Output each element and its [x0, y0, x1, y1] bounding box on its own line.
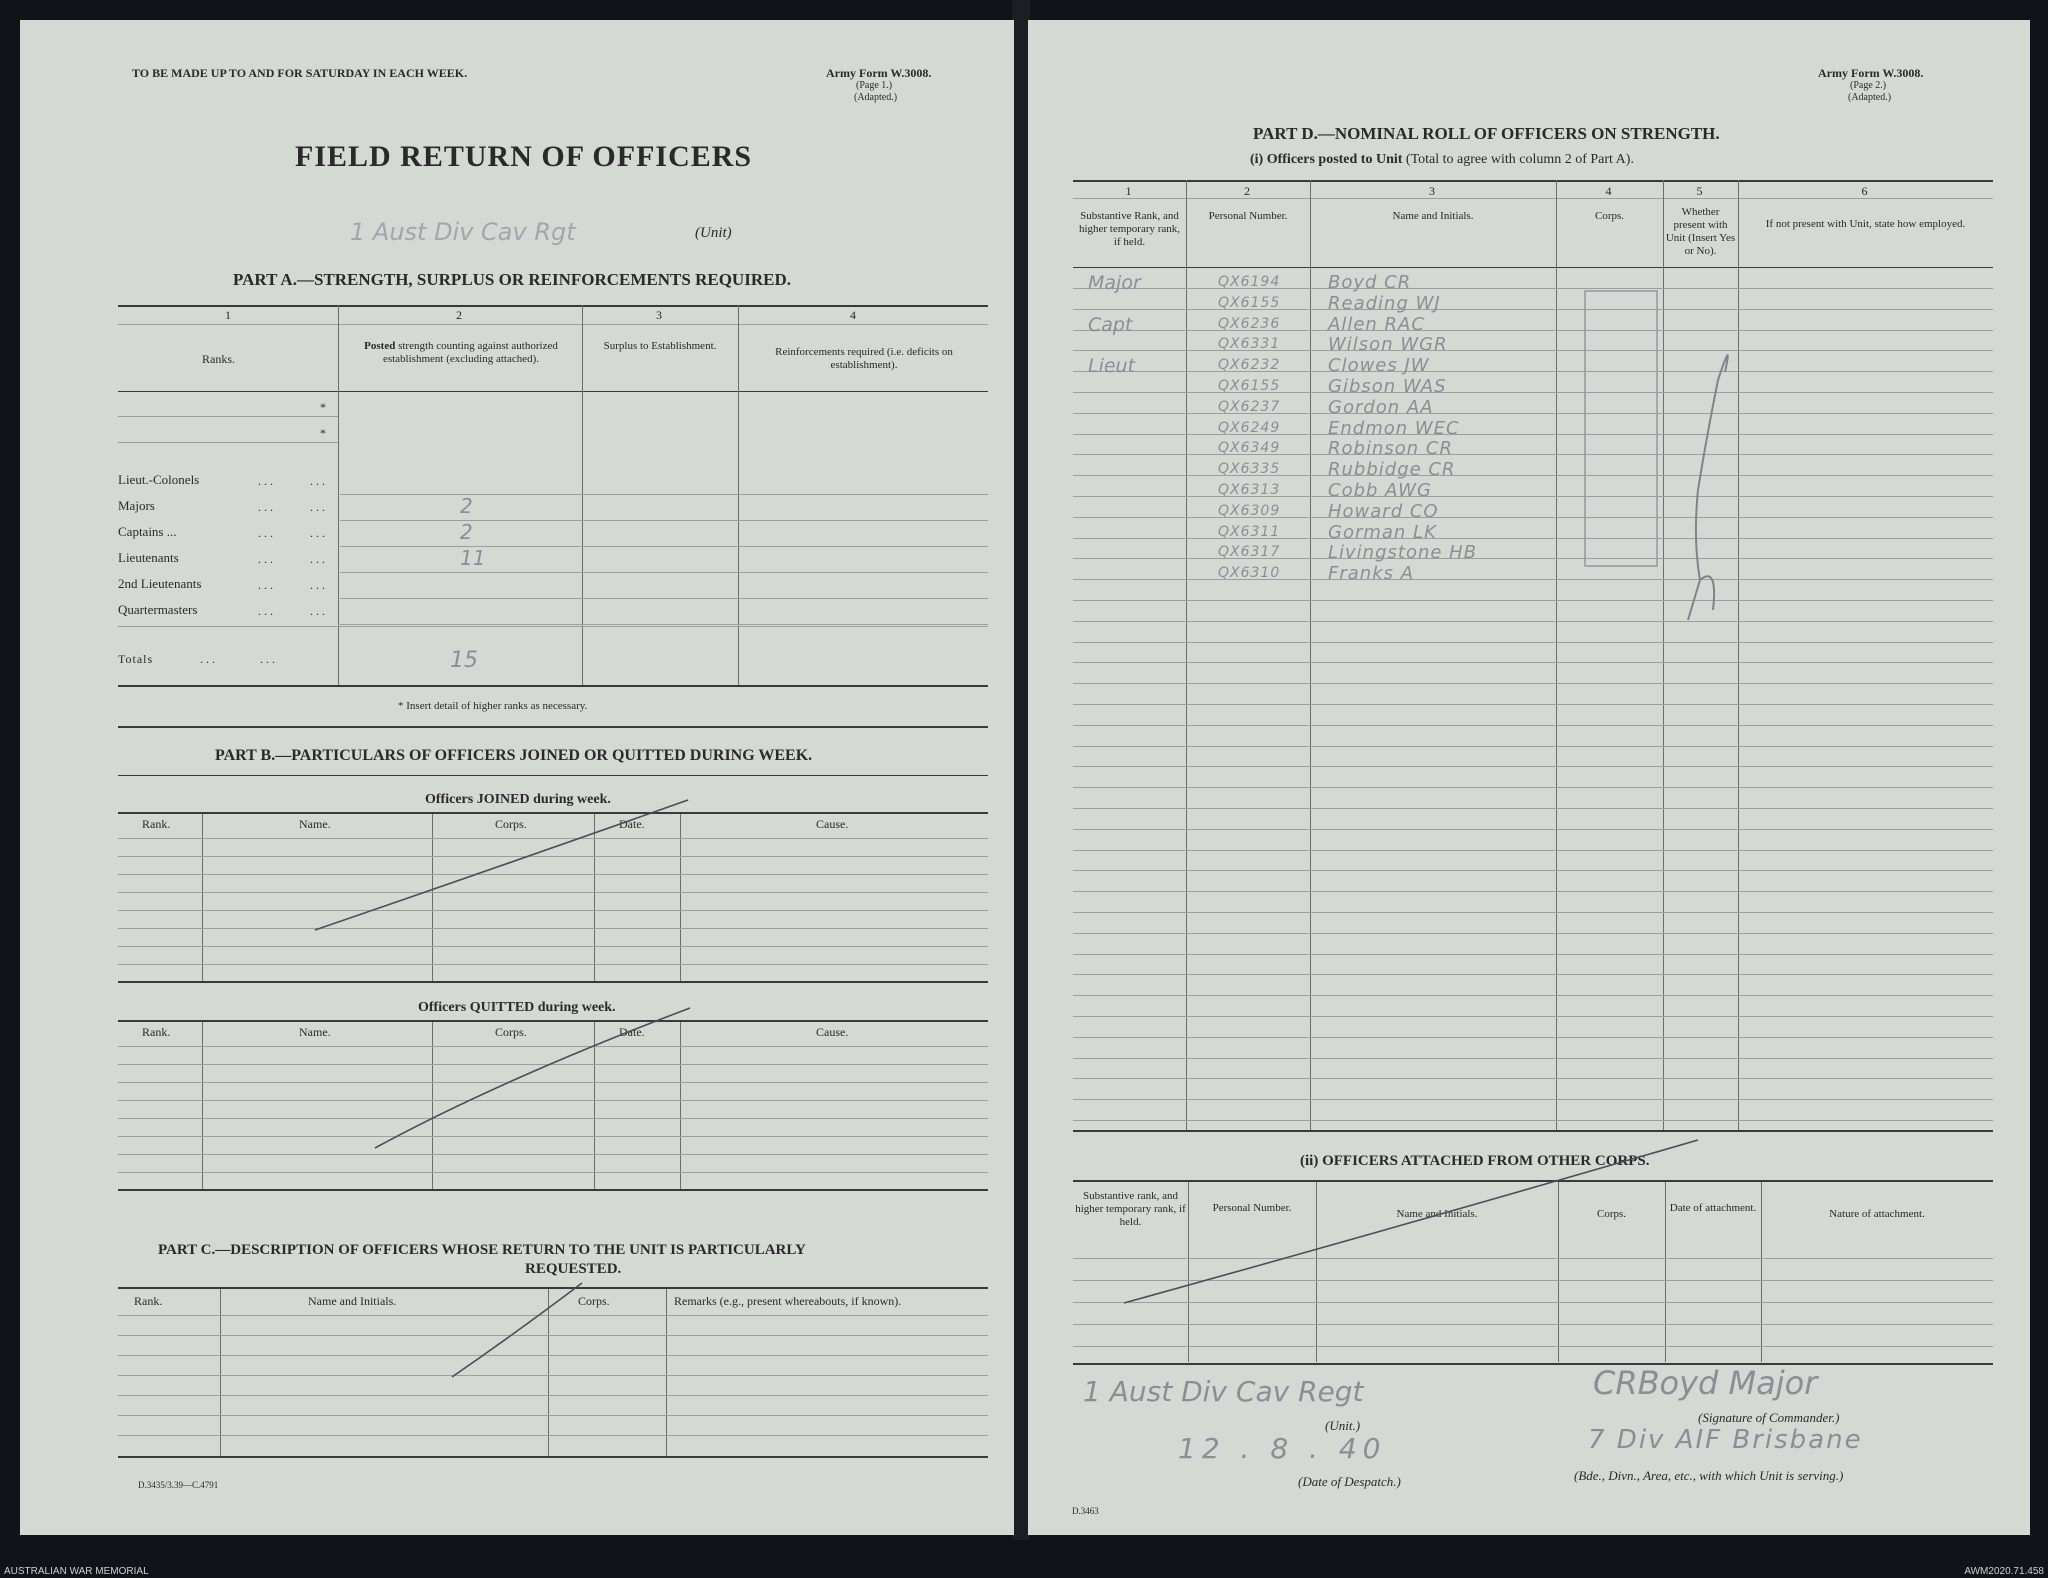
- col-header: Nature of attachment.: [1829, 1208, 1925, 1220]
- roll-name: Robinson CR: [1328, 438, 1453, 459]
- print-code: D.3463: [1072, 1506, 1099, 1516]
- unit-label: (Unit.): [1325, 1418, 1361, 1433]
- totals-handwritten: 15: [450, 648, 478, 673]
- roll-number: QX6155: [1218, 378, 1281, 394]
- col-header: Rank.: [134, 1294, 163, 1308]
- leader-dots: ...: [258, 578, 276, 592]
- leader-dots: ...: [310, 526, 328, 540]
- leader-dots: ...: [258, 500, 276, 514]
- col-header: Personal Number.: [1212, 1202, 1292, 1214]
- commander-signature: CRBoyd Major: [1593, 1364, 1818, 1402]
- form-number: Army Form W.3008.: [1818, 66, 1924, 80]
- col-posted-header: Posted strength counting against authorized establishment (excluding attached).: [364, 340, 558, 365]
- leader-dots: ...: [258, 604, 276, 618]
- col-header: Substantive rank, and higher temporary rank, if held.: [1075, 1190, 1186, 1228]
- col-header: Date of attachment.: [1669, 1202, 1757, 1214]
- col-header: Rank.: [142, 1025, 171, 1039]
- rank-label: 2nd Lieutenants: [118, 576, 202, 591]
- col-header: If not present with Unit, state how employed.: [1765, 218, 1966, 230]
- rank-label: Lieutenants: [118, 550, 179, 565]
- right-page: [1028, 20, 2030, 1535]
- col-header: Corps.: [1596, 1208, 1627, 1220]
- part-d-subtitle: (i) Officers posted to Unit (Total to agree with column 2 of Part A).: [1250, 152, 1634, 167]
- roll-name: Reading WJ: [1328, 293, 1441, 314]
- col-header: Date.: [619, 817, 645, 831]
- star-marker: *: [320, 400, 326, 414]
- col-num-4: 4: [850, 308, 856, 322]
- col-header: Name.: [299, 1025, 331, 1039]
- col-number: 4: [1605, 184, 1612, 198]
- roll-number: QX6311: [1218, 524, 1281, 540]
- form-title: FIELD RETURN OF OFFICERS: [295, 140, 753, 173]
- roll-rank: Capt: [1088, 314, 1133, 336]
- col-header: Name.: [299, 817, 331, 831]
- leader-dots: ...: [310, 500, 328, 514]
- col-header: Substantive Rank, and higher temporary rank, if held.: [1078, 210, 1181, 248]
- col-number: 1: [1125, 184, 1132, 198]
- roll-number: QX6236: [1218, 316, 1281, 332]
- strike-line: [452, 1283, 582, 1377]
- roll-number: QX6237: [1218, 399, 1281, 415]
- roll-name: Boyd CR: [1328, 272, 1412, 293]
- col-num-3: 3: [656, 308, 662, 322]
- col-num-1: 1: [225, 308, 231, 322]
- form-number: Army Form W.3008.: [826, 66, 932, 80]
- rank-label: Majors: [118, 498, 155, 513]
- roll-number: QX6309: [1218, 503, 1281, 519]
- rank-label: Lieut.-Colonels: [118, 472, 200, 487]
- rank-label: Captains ...: [118, 524, 177, 539]
- col-header: Personal Number.: [1208, 210, 1288, 222]
- tick-mark: [1688, 355, 1728, 620]
- roll-number: QX6310: [1218, 565, 1281, 581]
- roll-number: QX6249: [1218, 420, 1281, 436]
- col-number: 3: [1429, 184, 1435, 198]
- part-d-title: PART D.—NOMINAL ROLL OF OFFICERS ON STRENGTH.: [1253, 124, 1720, 143]
- date-label: (Date of Despatch.): [1298, 1474, 1401, 1489]
- unit-handwritten: 1 Aust Div Cav Regt: [1083, 1375, 1364, 1408]
- col-header: Name and Initials.: [1392, 210, 1474, 222]
- leader-dots: ...: [258, 526, 276, 540]
- top-note: TO BE MADE UP TO AND FOR SATURDAY IN EACH WEEK.: [132, 66, 468, 80]
- part-c-title: PART C.—DESCRIPTION OF OFFICERS WHOSE RETURN TO THE UNIT IS PARTICULARLY: [158, 1242, 806, 1258]
- roll-number: QX6155: [1218, 295, 1281, 311]
- strike-lines: [20, 20, 1014, 1535]
- roll-name: Clowes JW: [1328, 355, 1430, 376]
- col-header: Cause.: [816, 817, 849, 831]
- roll-number: QX6335: [1218, 461, 1281, 477]
- col-header: Date.: [619, 1025, 645, 1039]
- col-header: Name and Initials.: [1396, 1208, 1478, 1220]
- leader-dots: ...: [258, 552, 276, 566]
- commander-label: (Signature of Commander.): [1698, 1410, 1840, 1425]
- roll-number: QX6349: [1218, 440, 1281, 456]
- quitted-title: Officers QUITTED during week.: [418, 1000, 616, 1015]
- part-d2-title: (ii) OFFICERS ATTACHED FROM OTHER CORPS.: [1300, 1153, 1650, 1169]
- star-marker: *: [320, 426, 326, 440]
- col-header: Corps.: [495, 1025, 527, 1039]
- col-surplus-header: Surplus to Establishment.: [603, 340, 717, 352]
- col-header: Cause.: [816, 1025, 849, 1039]
- totals-label: Totals: [118, 652, 154, 666]
- page-label: (Page 1.): [856, 80, 893, 91]
- roll-name: Franks A: [1328, 563, 1415, 584]
- leader-dots: ...: [310, 552, 328, 566]
- formation-handwritten: 7 Div AIF Brisbane: [1588, 1425, 1863, 1455]
- footer-institution: AUSTRALIAN WAR MEMORIAL: [4, 1566, 149, 1577]
- col-header: Corps.: [495, 817, 527, 831]
- date-handwritten: 12 . 8 . 40: [1178, 1432, 1387, 1465]
- col-header: Name and Initials.: [308, 1294, 397, 1308]
- col-number: 6: [1861, 184, 1868, 198]
- posted-handwritten: 2: [460, 494, 473, 518]
- roll-name: Rubbidge CR: [1328, 459, 1456, 480]
- roll-name: Gibson WAS: [1328, 376, 1447, 397]
- footnote: * Insert detail of higher ranks as necessary.: [398, 700, 588, 712]
- roll-name: Wilson WGR: [1328, 334, 1448, 355]
- adapted-label: (Adapted.): [854, 92, 898, 103]
- joined-title: Officers JOINED during week.: [425, 792, 611, 807]
- col-header: Corps.: [578, 1294, 610, 1308]
- roll-number: QX6331: [1218, 336, 1281, 352]
- stamp-box: [1585, 291, 1657, 566]
- col-num-2: 2: [456, 308, 462, 322]
- col-header: Remarks (e.g., present whereabouts, if known).: [674, 1294, 902, 1308]
- col-ranks-header: Ranks.: [202, 352, 235, 366]
- col-number: 2: [1244, 184, 1250, 198]
- rank-label: Quartermasters: [118, 602, 198, 617]
- strike-line: [315, 800, 688, 930]
- leader-dots: ...: [310, 474, 328, 488]
- roll-number: QX6232: [1218, 357, 1281, 373]
- leader-dots: ...: [310, 578, 328, 592]
- col-number: 5: [1696, 184, 1703, 198]
- left-page: TO BE MADE UP TO AND FOR SATURDAY IN EACH WEEK. Army Form W.3008. (Page 1.) (Adapted.) FIELD RETURN OF OFFICERS 1 Aust Div Cav Rgt (Unit) PART A.—STRENGTH, SURPLUS OR REINFORCEMENTS REQUIRED. 1 2 3 4 Ranks. Posted strength counting against authorized establishment (excluding attached). Surplus to Establishment. Reinforcements required (i.e. deficits on establishment). * * Lieut.-Colonels ... ... Majors ... ... 2 Captains ... ... ... 2 Lieutenants ... ... 11 2nd Lieutenants ... ... Quartermasters ... ... Totals ... ... 15 * Insert detail of higher ranks as necessary. PART B.—PARTICULARS OF OFFICERS JOINED OR QUITTED DURING WEEK. Officers JOINED during week. Rank. Name. Corps. Date. Cause. Officers QUITTED during week. Rank. Name. Corps. Date. Cause. PART C.—DESCRIPTION OF OFFICERS WHOSE RETURN TO THE UNIT IS PARTICULARLY REQUESTED. Rank. Name and Initials. Corps. Remarks (e.g., present whereabouts, if known). D.3435/3.39—C.4791: [20, 20, 1014, 1535]
- page-label: (Page 2.): [1850, 80, 1887, 91]
- roll-name: Livingstone HB: [1328, 542, 1478, 563]
- col-header: Rank.: [142, 817, 171, 831]
- roll-number: QX6313: [1218, 482, 1281, 498]
- roll-name: Howard CO: [1328, 501, 1439, 522]
- posted-handwritten: 11: [460, 546, 486, 570]
- strike-line: [375, 1008, 690, 1148]
- strike-line: [1124, 1140, 1698, 1303]
- part-a-title: PART A.—STRENGTH, SURPLUS OR REINFORCEMENTS REQUIRED.: [233, 270, 791, 289]
- roll-name: Gorman LK: [1328, 522, 1437, 543]
- roll-name: Cobb AWG: [1328, 480, 1432, 501]
- roll-name: Gordon AA: [1328, 397, 1434, 418]
- leader-dots: ...: [310, 604, 328, 618]
- right-marks: [1028, 20, 2030, 1535]
- col-header: Whether present with Unit (Insert Yes or No).: [1665, 206, 1736, 257]
- formation-label: (Bde., Divn., Area, etc., with which Unit is serving.): [1574, 1468, 1844, 1483]
- roll-rank: Lieut: [1088, 355, 1136, 377]
- roll-number: QX6317: [1218, 544, 1281, 560]
- col-header: Corps.: [1594, 210, 1625, 222]
- roll-rank: Major: [1088, 272, 1141, 294]
- roll-name: Allen RAC: [1328, 314, 1425, 335]
- unit-handwritten: 1 Aust Div Cav Rgt: [350, 218, 576, 246]
- print-code: D.3435/3.39—C.4791: [138, 1480, 219, 1490]
- posted-handwritten: 2: [460, 520, 473, 544]
- part-b-title: PART B.—PARTICULARS OF OFFICERS JOINED OR QUITTED DURING WEEK.: [215, 747, 813, 764]
- adapted-label: (Adapted.): [1848, 92, 1892, 103]
- col-reinforcements-header: Reinforcements required (i.e. deficits on establishment).: [775, 346, 953, 371]
- unit-label: (Unit): [695, 225, 732, 241]
- roll-number: QX6194: [1218, 274, 1281, 290]
- roll-name: Endmon WEC: [1328, 418, 1460, 439]
- leader-dots: ...: [258, 474, 276, 488]
- part-c-title-2: REQUESTED.: [525, 1261, 622, 1277]
- footer-accession: AWM2020.71.458: [1964, 1566, 2044, 1577]
